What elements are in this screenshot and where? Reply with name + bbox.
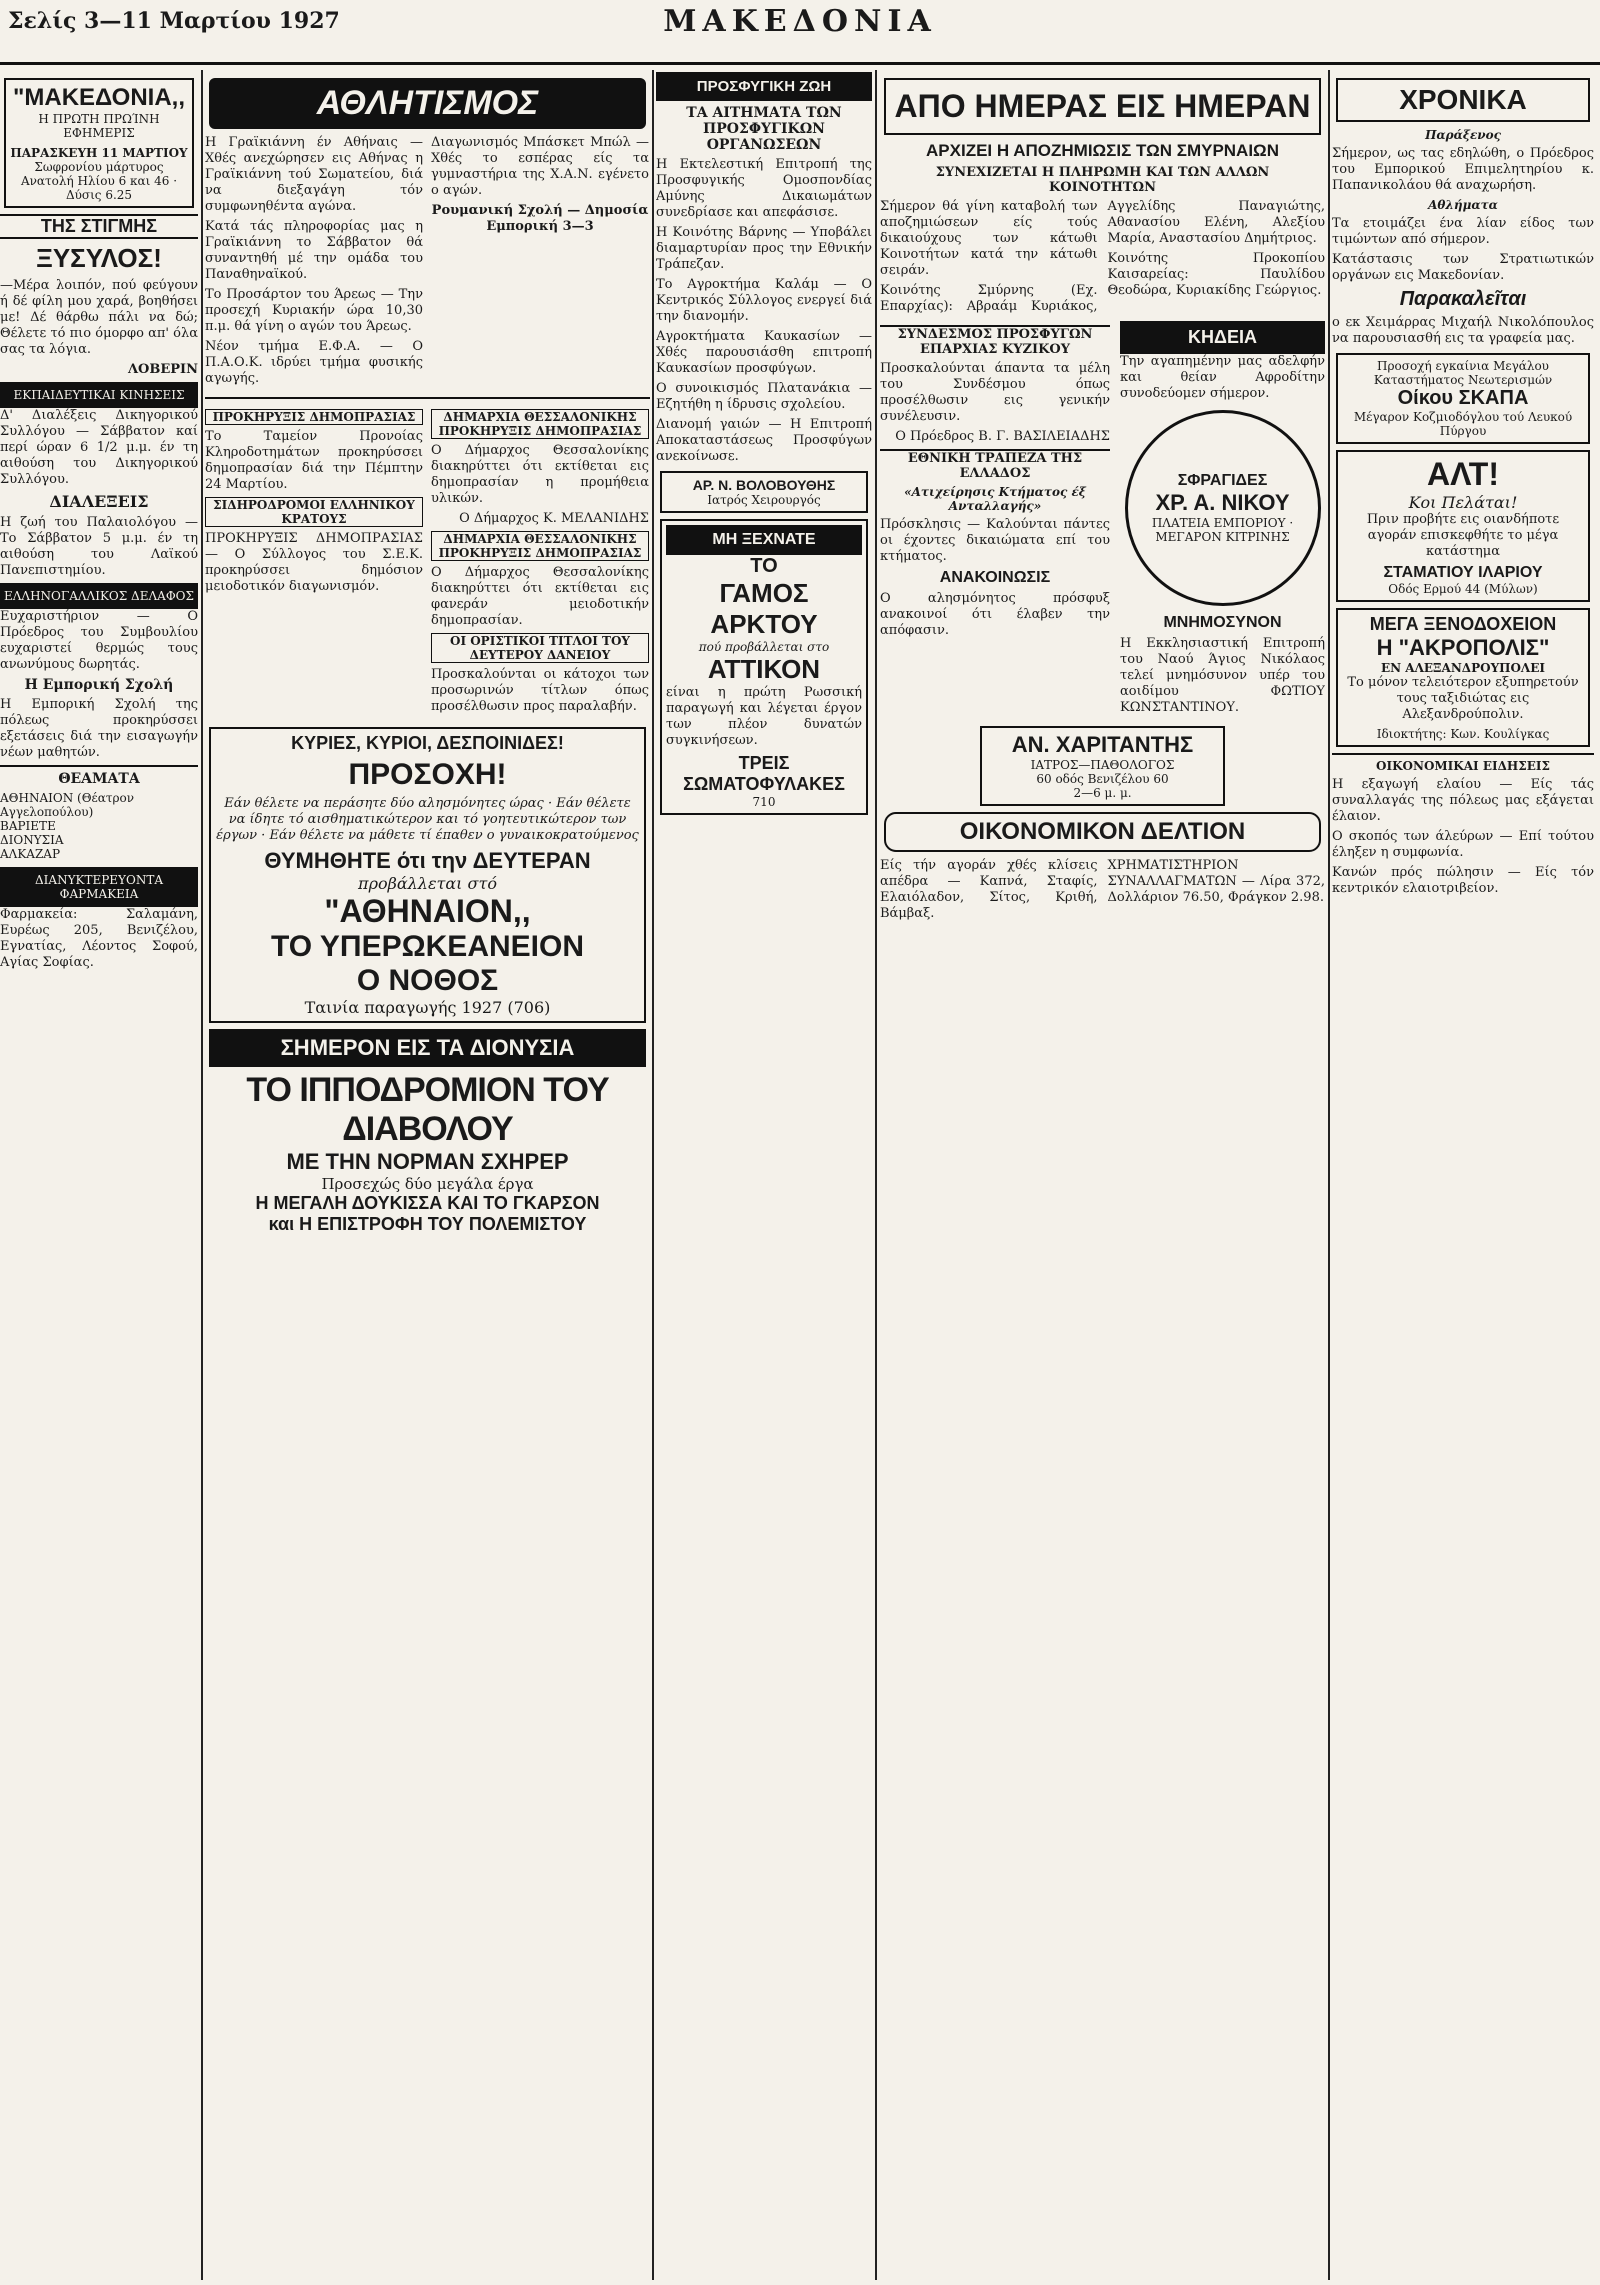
column-1: [0, 72, 198, 975]
section-heading: Η Εμπορική Σχολή: [24, 677, 174, 693]
seal-name: ΧΡ. Α. ΝΙΚΟΥ: [1155, 490, 1290, 515]
ad-star: ΜΕ ΤΗΝ ΝΟΡΜΑΝ ΣΧΗΡΕΡ: [286, 1149, 569, 1174]
article-text: Είς τήν αγοράν χθές κλίσεις απέδρα — Καπνά, Σταφίς, Ελαιόλαδον, Σίτος, Κριθή, Βάμβαξ.: [880, 858, 1098, 921]
attikon-ad: [660, 519, 868, 815]
article-text: Η Εμπορική Σχολή της πόλεως προκηρύσσει εξετάσεις διά την εισαγωγήν νέων μαθητών.: [0, 697, 198, 760]
sports-columns: [205, 135, 650, 391]
section-title: ΧΡΟΝΙΚΑ: [1336, 78, 1590, 122]
article-text: Φαρμακεία: Σαλαμάνη, Ευρέως 205, Βενιζέλου, Εγνατίας, Λέοντος Σοφού, Αγίας Σοφίας.: [0, 907, 198, 970]
section-heading: ΘΕΑΜΑΤΑ: [0, 765, 198, 787]
article-text: Κατάστασις των Στρατιωτικών οργάνων εις Μακεδονίαν.: [1332, 252, 1594, 283]
article-text: Η ζωή του Παλαιολόγου — Το Σάββατον 5 μ.μ. έν τη αιθούση του Λαϊκού Πανεπιστημίου.: [0, 515, 198, 578]
notice-text: Προσκαλούνται άπαντα τα μέλη του Συνδέσμου όπως προσέλθωσιν εις γενικήν συνέλευσιν.: [880, 361, 1110, 424]
article-text: Η Κοινότης Βάρνης — Υποβάλει διαμαρτυρίαν προς την Εθνικήν Τράπεζαν.: [656, 225, 872, 272]
ad-headline: ΜΗ ΞΕΧΝΑΤΕ: [666, 525, 862, 555]
ad-name: Οίκου ΣΚΑΠΑ: [1397, 387, 1529, 409]
ad-sub: Κοι Πελάται!: [1408, 493, 1518, 512]
notice-text: Το Ταμείον Προνοίας Κληροδοτημάτων προκηρύσσει δημοπρασίαν διά την Πέμπτην 24 Μαρτίου.: [205, 429, 423, 492]
sports-column-left: [205, 135, 423, 391]
ad-projection: προβάλλεται στό: [358, 874, 497, 893]
column-rule: [201, 70, 203, 2280]
ad-name: ΑΡ. Ν. ΒΟΛΟΒΟΥΘΗΣ: [692, 477, 836, 493]
ad-name: Η "ΑΚΡΟΠΟΛΙΣ": [1376, 635, 1550, 660]
dionysia-heading: ΣΗΜΕΡΟΝ ΕΙΣ ΤΑ ΔΙΟΝΥΣΙΑ: [209, 1029, 646, 1067]
article-text: Κοινότης Σμύρνης (Εχ. Επαρχίας): Αβραάμ Κυριάκος, Αγγελίδης Παναγιώτης, Αθανασίου Ελένη, Αλεξίου Μαρία, Αναστασίου Δημήτριος.: [880, 199, 1325, 314]
section-heading: ΜΝΗΜΟΣΥΝΟΝ: [1163, 614, 1282, 631]
article-text: Κατά τάς πληροφορίας μας η Γραϊκιάννη το Σάββατον θά συναντηθή μέ την ομάδα του Παναθηναϊκού.: [205, 219, 423, 282]
seal-text: ΠΛΑΤΕΙΑ ΕΜΠΟΡΙΟΥ · ΜΕΓΑΡΟΝ ΚΙΤΡΙΝΗΣ: [1151, 516, 1294, 544]
dionysia-ad: [205, 1071, 650, 1235]
sports-title: ΑΘΛΗΤΙΣΜΟΣ: [316, 84, 539, 122]
article-headline: ΤΑ ΑΙΤΗΜΑΤΑ ΤΩΝ ΠΡΟΣΦΥΓΙΚΩΝ ΟΡΓΑΝΩΣΕΩΝ: [686, 105, 842, 153]
notice-text: Ο Δήμαρχος Θεσσαλονίκης διακηρύττει ότι εκτίθεται εις δημοπρασίαν η προμήθεια υλικών.: [431, 443, 649, 506]
notice-heading: ΕΘΝΙΚΗ ΤΡΑΠΕΖΑ ΤΗΣ ΕΛΛΑΔΟΣ: [880, 449, 1110, 481]
ad-line: ΚΥΡΙΕΣ, ΚΥΡΙΟΙ, ΔΕΣΠΟΙΝΙΔΕΣ!: [291, 733, 564, 753]
section-heading: ΔΙΑΝΥΚΤΕΡΕΥΟΝΤΑ ΦΑΡΜΑΚΕΙΑ: [0, 867, 198, 907]
lower-row: [880, 321, 1325, 720]
notice-text: ΠΡΟΚΗΡΥΞΙΣ ΔΗΜΟΠΡΑΣΙΑΣ — Ο Σύλλογος του Σ.Ε.Κ. προκηρύσσει δημόσιον μειοδοτικόν διαγωνισμόν.: [205, 531, 423, 594]
article-text: Κανών πρός πώλησιν — Είς τόν κεντρικόν ελαιοτριβείον.: [1332, 865, 1594, 896]
sports-column-right: [431, 135, 649, 391]
ilariou-ad: [1336, 450, 1590, 602]
ad-sub: Ιατρός Χειρουργός: [707, 493, 821, 507]
ad-film: Ο ΝΟΘΟΣ: [356, 964, 499, 997]
section-heading: ΔΙΑΛΕΞΕΙΣ: [49, 492, 149, 511]
section-heading: ΟΙΚΟΝΟΜΙΚΟΝ ΔΕΛΤΙΟΝ: [884, 812, 1321, 852]
article-body: [880, 199, 1325, 315]
section-heading: ΚΗΔΕΙΑ: [1120, 321, 1325, 354]
ad-name: ΑΝ. ΧΑΡΙΤΑΝΤΗΣ: [1011, 732, 1194, 757]
ad-city: ΕΝ ΑΛΕΞΑΝΔΡΟΥΠΟΛΕΙ: [1381, 661, 1545, 675]
ad-headline: ΜΕΓΑ ΞΕΝΟΔΟΧΕΙΟΝ: [1369, 614, 1557, 634]
issue-date: ΠΑΡΑΣΚΕΥΗ 11 ΜΑΡΤΙΟΥ: [10, 146, 188, 160]
ad-hours: 2—6 μ. μ.: [1073, 786, 1132, 800]
ad-cinema: "ΑΘΗΝΑΙΟΝ,,: [324, 893, 531, 929]
article-text: Το Προσάρτον του Άρεως — Την προσεχή Κυριακήν ώρα 10,30 π.μ. θά γίνη ο αγών του Άρεως.: [205, 287, 423, 334]
main-banner: ΑΠΟ ΗΜΕΡΑΣ ΕΙΣ ΗΜΕΡΑΝ: [884, 78, 1321, 135]
ad-soon: Προσεχώς δύο μεγάλα έργα: [321, 1175, 534, 1193]
notice-heading: ΔΗΜΑΡΧΙΑ ΘΕΣΣΑΛΟΝΙΚΗΣ ΠΡΟΚΗΡΥΞΙΣ ΔΗΜΟΠΡΑΣΙΑΣ: [431, 409, 649, 439]
ad-text: είναι η πρώτη Ρωσσική παραγωγή και λέγεται έργον των πλέον δυνατών συγκινήσεων.: [666, 685, 862, 748]
article-text: Αγροκτήματα Καυκασίων — Χθές παρουσιάσθη επιτροπή Καυκασίων προσφύγων.: [656, 329, 872, 376]
article-text: Η Εκκλησιαστική Επιτροπή του Ναού Άγιος Νικόλαος τελεί μνημόσυνον υπέρ του αοιδίμου ΦΩΤΙΟΥ ΚΩΝΣΤΑΝΤΙΝΟΥ.: [1120, 636, 1325, 715]
column-3: [656, 72, 872, 821]
notice-heading: ΔΗΜΑΡΧΙΑ ΘΕΣΣΑΛΟΝΙΚΗΣ ΠΡΟΚΗΡΥΞΙΣ ΔΗΜΟΠΡΑΣΙΑΣ: [431, 531, 649, 561]
theater-item: ΑΘΗΝΑΙΟΝ (Θέατρον Αγγελοπούλου): [0, 791, 135, 819]
ad-headline: Παρακαλεῖται: [1399, 288, 1527, 310]
article-text: Το Αγροκτήμα Καλάμ — Ο Κεντρικός Σύλλογος ενεργεί διά την διανομήν.: [656, 277, 872, 324]
article-text: Τα ετοιμάζει ένα λίαν είδος των τιμώντων από σήμερον.: [1332, 216, 1594, 247]
article-text: Διαγωνισμός Μπάσκετ Μπώλ — Χθές το εσπέρας είς τα γυμναστήρια της Χ.Α.Ν. εγένετο ο αγών.: [431, 135, 649, 198]
ad-film: και Η ΕΠΙΣΤΡΟΦΗ ΤΟΥ ΠΟΛΕΜΙΣΤΟΥ: [268, 1214, 587, 1234]
notice-text: Ο Δήμαρχος Θεσσαλονίκης διακηρύττει ότι εκτίθεται εις φανεράν μειοδοτικήν δημοπρασίαν.: [431, 565, 649, 628]
byline: ΛΟΒΕΡΙΝ: [127, 362, 198, 377]
column-rule: [875, 70, 877, 2280]
hotel-ad: [1336, 608, 1590, 747]
column-rule: [652, 70, 654, 2280]
article-subheadline: ΣΥΝΕΧΙΖΕΤΑΙ Η ΠΛΗΡΩΜΗ ΚΑΙ ΤΩΝ ΑΛΛΩΝ ΚΟΙΝΟΤΗΤΩΝ: [935, 165, 1270, 195]
article-heading: Παράξενος: [1425, 128, 1501, 142]
ad-headline: ΠΡΟΣΟΧΗ!: [348, 758, 507, 791]
ad-to: ΤΟ: [750, 555, 778, 577]
ad-year: Ταινία παραγωγής 1927 (706): [304, 998, 551, 1017]
athinaion-ad: [209, 727, 646, 1023]
notice-heading: ΣΥΝΔΕΣΜΟΣ ΠΡΟΣΦΥΓΩΝ ΕΠΑΡΧΙΑΣ ΚΥΖΙΚΟΥ: [880, 325, 1110, 357]
article-text: Την αγαπημένην μας αδελφήν και θείαν Αφροδίτην συνοδεύομεν σήμερον.: [1120, 354, 1325, 401]
notice-text: Προσκαλούνται οι κάτοχοι των προσωρινών τίτλων όπως προσέλθωσιν προς παραλαβήν.: [431, 667, 649, 714]
ad-film: ΤΟ ΙΠΠΟΔΡΟΜΙΟΝ ΤΟΥ ΔΙΑΒΟΛΟΥ: [246, 1071, 609, 1148]
ad-text: Πριν προβήτε εις οιανδήποτε αγοράν επισκεφθήτε το μέγα κατάστημα: [1366, 512, 1560, 559]
article-text: Κοινότης Προκοπίου Καισαρείας: Παυλίδου Θεοδώρα, Κυριακίδης Γεώργιος.: [1107, 251, 1325, 298]
saint-day: Σωφρονίου μάρτυρος: [34, 160, 164, 174]
notice-signature: Ο Δήμαρχος Κ. ΜΕΛΑΝΙΔΗΣ: [459, 511, 649, 526]
theater-item: ΒΑΡΙΕΤΕ: [0, 819, 56, 833]
ad-name: ΣΤΑΜΑΤΙΟΥ ΙΛΑΡΙΟΥ: [1383, 564, 1543, 581]
section-heading: ΕΛΛΗΝΟΓΑΛΛΙΚΟΣ ΔΕΛΑΦΟΣ: [0, 583, 198, 609]
article-heading: Ρουμανική Σχολή — Δημοσία Εμπορική 3—3: [431, 203, 649, 234]
article-text: —Μέρα λοιπόν, πού φεύγουν ή δέ φίλη μου χαρά, βοηθήσει με! Δέ θάρθω πάλι να δώ; Θέλετε τό πιο όμορφο απ' όλα σας τα λόγια.: [0, 278, 198, 357]
ad-film: ΤΟ ΥΠΕΡΩΚΕΑΝΕΙΟΝ: [270, 930, 584, 963]
paper-title: "ΜΑΚΕΔΟΝΙΑ,,: [13, 84, 185, 111]
skapa-ad: [1336, 353, 1590, 444]
ad-film: Η ΜΕΓΑΛΗ ΔΟΥΚΙΣΣΑ ΚΑΙ ΤΟ ΓΚΑΡΣΟΝ: [255, 1193, 600, 1213]
notice-text: Πρόσκλησις — Καλούνται πάντες οι έχοντες δικαιώματα επί του κτήματος.: [880, 517, 1110, 564]
ad-film: ΓΑΜΟΣ ΑΡΚΤΟΥ: [710, 578, 818, 639]
sports-title-box: [209, 78, 646, 129]
theater-item: ΔΙΟΝΥΣΙΑ: [0, 833, 64, 847]
ad-film: ΤΡΕΙΣ ΣΩΜΑΤΟΦΥΛΑΚΕΣ: [683, 753, 845, 794]
article-text: Ο συνοικισμός Πλατανάκια — Εζητήθη η ίδρυσις σχολείου.: [656, 381, 872, 412]
ad-sub: ΙΑΤΡΟΣ—ΠΑΘΟΛΟΓΟΣ: [1030, 758, 1175, 772]
masthead: [0, 0, 1600, 65]
paper-info-box: [4, 78, 194, 208]
physician-ad: [980, 726, 1225, 806]
article-text: Νέον τμήμα Ε.Φ.Α. — Ο Π.Α.Ο.Κ. ιδρύει τμήμα φυσικής αγωγής.: [205, 339, 423, 386]
section-subtitle: ΞΥΣΥΛΟΣ!: [36, 243, 162, 273]
section-title: ΠΡΟΣΦΥΓΙΚΗ ΖΩΗ: [656, 72, 872, 101]
column-5: [1332, 72, 1594, 901]
lower-left: [880, 321, 1110, 720]
notice-right: [431, 405, 649, 719]
ad-cinema: ΑΤΤΙΚΟΝ: [707, 654, 821, 684]
ad-address: Οδός Ερμού 44 (Μύλων): [1388, 582, 1538, 596]
ad-text: Προσοχή εγκαίνια Μεγάλου Καταστήματος Νεωτερισμών: [1373, 359, 1553, 387]
page-info: Σελίς 3—11 Μαρτίου 1927: [8, 8, 340, 34]
section-heading: ΕΚΠΑΙΔΕΥΤΙΚΑΙ ΚΙΝΗΣΕΙΣ: [0, 382, 198, 408]
notice-heading: ΣΙΔΗΡΟΔΡΟΜΟΙ ΕΛΛΗΝΙΚΟΥ ΚΡΑΤΟΥΣ: [205, 497, 423, 527]
notice-signature: Ο Πρόεδρος Β. Γ. ΒΑΣΙΛΕΙΑΔΗΣ: [895, 429, 1110, 444]
notice-left: [205, 405, 423, 719]
ad-text: Εάν θέλετε να περάσητε δύο αλησμόνητες ώρας · Εάν θέλετε να ίδητε τό αισθηματικώτερον και τό γοητευτικώτερον των έργων · Εάν θέλετε να μάθετε τί έπαθεν ο γυναικοκρατούμενος: [216, 796, 639, 843]
article-text: Η εξαγωγή ελαίου — Είς τάς συναλλαγάς της πόλεως μας εξάγεται έλαιον.: [1332, 777, 1594, 824]
notices-row: [205, 405, 650, 719]
doctor-ad: [660, 471, 868, 513]
notice-heading: ΠΡΟΚΗΡΥΞΙΣ ΔΗΜΟΠΡΑΣΙΑΣ: [205, 409, 423, 425]
sun-times: Ανατολή Ηλίου 6 και 46 · Δύσις 6.25: [20, 174, 178, 202]
article-text: Σήμερον, ως τας εδηλώθη, ο Πρόεδρος του Εμπορικού Επιμελητηρίου κ. Παπανικολάου θά αναχωρήση.: [1332, 146, 1594, 193]
article-text: Η Εκτελεστική Επιτροπή της Προσφυγικής Ομοσπονδίας Αμύνης Δικαιωμάτων συνεδρίασε και απεφάσισε.: [656, 157, 872, 220]
notice-heading: ΟΙ ΟΡΙΣΤΙΚΟΙ ΤΙΤΛΟΙ ΤΟΥ ΔΕΥΤΕΡΟΥ ΔΑΝΕΙΟΥ: [431, 633, 649, 663]
section-heading: ΟΙΚΟΝΟΜΙΚΑΙ ΕΙΔΗΣΕΙΣ: [1332, 753, 1594, 773]
article-text: Διανομή γαιών — Η Επιτροπή Αποκαταστάσεως Προσφύγων ανεκοίνωσε.: [656, 417, 872, 464]
column-rule: [1328, 70, 1330, 2280]
article-heading: Αθλήματα: [1428, 198, 1498, 212]
economic-body: [880, 858, 1325, 922]
article-text: Σήμερον θά γίνη καταβολή των αποζημιώσεων είς τούς δικαιούχους των κάτωθι Κοινοτήτων κατά την κάτωθι σειράν.: [880, 199, 1098, 278]
ad-text: ο εκ Χειμάρρας Μιχαήλ Νικολόπουλος να παρουσιασθή εις τα γραφεία μας.: [1332, 315, 1594, 346]
article-text: Δ' Διαλέξεις Δικηγορικού Συλλόγου — Σάββατον καί περί ώραν 6 1/2 μ.μ. έν τη αιθούση του Δικηγορικού Συλλόγου.: [0, 408, 198, 487]
ad-headline: ΑΛΤ!: [1427, 456, 1499, 492]
ad-code: 710: [752, 795, 776, 809]
ad-text: Μέγαρον Κοζμιοδόγλου τού Λευκού Πύργου: [1353, 410, 1573, 438]
lower-right: [1120, 321, 1325, 720]
notice-subheading: «Ατιχείρησις Κτήματος έξ Ανταλλαγής»: [904, 485, 1086, 513]
paper-subtitle: Η ΠΡΩΤΗ ΠΡΩΊΝΗ ΕΦΗΜΕΡΙΣ: [38, 112, 160, 140]
ad-remember: ΘΥΜΗΘΗΤΕ ότι την ΔΕΥΤΕΡΑΝ: [264, 848, 591, 873]
ad-proj: πού προβάλλεται στο: [698, 640, 830, 654]
ad-text: Το μόνον τελειότερον εξυπηρετούν τους ταξιδιώτας εις Αλεξανδρούπολιν.: [1347, 675, 1579, 722]
notice-text: Ο αλησμόνητος πρόσφυξ ανακοινοί ότι έλαβεν την απόφασιν.: [880, 591, 1110, 638]
section-title: ΤΗΣ ΣΤΙΓΜΗΣ: [0, 214, 198, 239]
article-text: Ευχαριστήριον — Ο Πρόεδρος του Συμβουλίου ευχαριστεί θερμώς τους ανωνύμους δωρητάς.: [0, 609, 198, 672]
article-text: ΧΡΗΜΑΤΙΣΤΗΡΙΟΝ ΣΥΝΑΛΛΑΓΜΑΤΩΝ — Λίρα 372, Δολλάριον 76.50, Φράγκον 2.98.: [1107, 858, 1325, 905]
theater-item: ΑΛΚΑΖΑΡ: [0, 847, 61, 861]
paper-name: ΜΑΚΕΔΟΝΙΑ: [663, 4, 937, 39]
ad-addr: 60 οδός Βενιζέλου 60: [1036, 772, 1169, 786]
column-2: [205, 72, 650, 1235]
seal-ad: [1125, 410, 1321, 606]
notice-heading: ΑΝΑΚΟΙΝΩΣΙΣ: [939, 569, 1051, 586]
article-headline: ΑΡΧΙΖΕΙ Η ΑΠΟΖΗΜΙΩΣΙΣ ΤΩΝ ΣΜΥΡΝΑΙΩΝ: [926, 141, 1279, 160]
article-text: Η Γραϊκιάννη έν Αθήναις — Χθές ανεχώρησεν εις Αθήνας η Γραϊκιάννη τού Σωματείου, διά να διεξαγάγη τόν συμφωνηθέντα αγώνα.: [205, 135, 423, 214]
ad-signature: Ιδιοκτήτης: Κων. Κουλίγκας: [1376, 727, 1550, 741]
article-text: Ο σκοπός των άλεύρων — Επί τούτου έληξεν η συμφωνία.: [1332, 829, 1594, 860]
seal-sub: ΣΦΡΑΓΙΔΕΣ: [1177, 472, 1268, 489]
column-4: [880, 72, 1325, 922]
